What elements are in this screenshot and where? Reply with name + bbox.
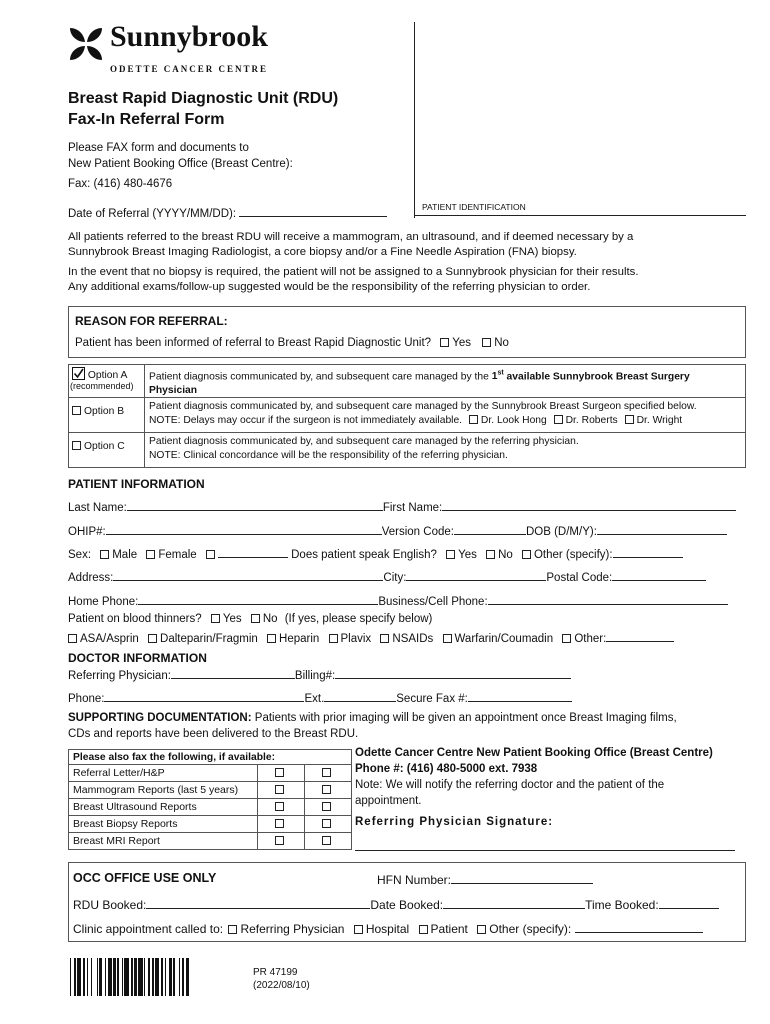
med-plavix-checkbox[interactable] — [329, 634, 338, 643]
occ-info-line-2: Phone #: (416) 480-5000 ext. 7938 — [355, 763, 538, 775]
date-booked-label: Date Booked: — [370, 898, 444, 912]
clinic-hospital-checkbox[interactable] — [354, 925, 363, 934]
ref-phys-field[interactable] — [171, 666, 295, 679]
barcode — [70, 958, 240, 996]
reason-box — [68, 306, 746, 358]
option-c-label-cell — [69, 433, 145, 467]
signature-field[interactable] — [355, 850, 735, 851]
option-c-row[interactable] — [69, 433, 745, 467]
occ-booking-info — [355, 745, 713, 830]
clinic-label: Clinic appointment called to: — [73, 922, 224, 936]
option-a-bold-2: Physician — [149, 385, 198, 397]
thinners-note: (If yes, please specify below) — [284, 613, 433, 625]
med-heparin-checkbox[interactable] — [267, 634, 276, 643]
option-a-label-cell — [69, 365, 145, 397]
option-b-text-1: Patient diagnosis communicated by, and subsequent care managed by the Sunnybrook Breast Surgeon specified below. — [149, 401, 697, 412]
clinic-ref-phys-checkbox[interactable] — [228, 925, 237, 934]
ref-phys-label: Referring Physician: — [68, 670, 171, 682]
option-c-text — [145, 433, 745, 467]
med-nsaids-label: NSAIDs — [392, 633, 434, 645]
cell-phone-field[interactable] — [488, 592, 728, 605]
clinic-patient-label: Patient — [430, 922, 468, 936]
option-a-label: Option A — [87, 370, 128, 381]
logo-subtitle: ODETTE CANCER CENTRE — [110, 64, 269, 74]
doctor-phone-label: Phone: — [68, 693, 105, 705]
occ-note-2: appointment. — [355, 795, 422, 807]
version-code-label: Version Code: — [381, 526, 454, 538]
reason-no-checkbox[interactable] — [482, 338, 491, 347]
last-name-field[interactable] — [127, 498, 383, 511]
date-label: Date of Referral (YYYY/MM/DD): — [68, 208, 237, 220]
first-name-field[interactable] — [442, 498, 736, 511]
english-label: Does patient speak English? — [291, 549, 437, 561]
sex-label: Sex: — [68, 549, 92, 561]
english-other-label: Other (specify): — [533, 549, 613, 561]
doc-mri: Breast MRI Report — [69, 833, 258, 850]
docs-row — [69, 816, 352, 833]
docs-header-row — [69, 750, 352, 765]
option-a-text — [145, 365, 745, 397]
med-heparin-label: Heparin — [279, 633, 320, 645]
hfn-field[interactable] — [451, 871, 593, 884]
english-yes-checkbox[interactable] — [446, 550, 455, 559]
checked-box-icon[interactable] — [72, 367, 85, 380]
male-label: Male — [112, 549, 138, 561]
options-table — [68, 364, 746, 468]
billing-label: Billing#: — [294, 670, 336, 682]
ohip-row — [68, 522, 727, 538]
fax-number: Fax: (416) 480-4676 — [68, 178, 173, 190]
thinners-label: Patient on blood thinners? — [68, 613, 202, 625]
date-of-referral — [68, 204, 387, 220]
docs-row — [69, 782, 352, 799]
dr-roberts-checkbox[interactable] — [554, 415, 563, 424]
med-other-label: Other: — [574, 633, 607, 645]
home-phone-label: Home Phone: — [68, 596, 139, 608]
english-no-label: No — [498, 549, 513, 561]
english-other-checkbox[interactable] — [522, 550, 531, 559]
med-other-checkbox[interactable] — [562, 634, 571, 643]
clinic-other-checkbox[interactable] — [477, 925, 486, 934]
thinners-row — [68, 613, 432, 625]
rdu-booked-field[interactable] — [146, 896, 370, 909]
secure-fax-field[interactable] — [468, 689, 572, 702]
supporting-text-2: CDs and reports have been delivered to the Breast RDU. — [68, 728, 359, 740]
form-code — [253, 966, 310, 992]
clinic-hospital-label: Hospital — [365, 922, 410, 936]
female-checkbox[interactable] — [146, 550, 155, 559]
option-a-sup: st — [497, 370, 504, 377]
doc-ultrasound: Breast Ultrasound Reports — [69, 799, 258, 816]
english-yes-label: Yes — [458, 549, 477, 561]
address-field[interactable] — [113, 568, 383, 581]
doctor-phone-row — [68, 689, 572, 705]
dr-roberts-label: Dr. Roberts — [565, 415, 618, 426]
time-booked-label: Time Booked: — [585, 898, 659, 912]
reason-question-row — [75, 337, 509, 349]
title-line-2: Fax-In Referral Form — [68, 111, 225, 128]
doc-referral-letter-checkbox-1[interactable] — [275, 768, 284, 777]
female-label: Female — [158, 549, 197, 561]
docs-header: Please also fax the following, if available: — [69, 750, 352, 765]
dr-look-hong-checkbox[interactable] — [469, 415, 478, 424]
header-divider — [414, 22, 415, 218]
med-other-field[interactable] — [606, 629, 674, 642]
office-use-box — [68, 862, 746, 942]
patient-id-label: PATIENT IDENTIFICATION — [422, 202, 526, 212]
docs-row — [69, 799, 352, 816]
sex-other-field[interactable] — [218, 545, 288, 558]
booked-row — [73, 896, 719, 912]
option-a-first — [492, 371, 504, 382]
option-c-label: Option C — [84, 441, 125, 452]
option-a-recommended: (recommended) — [70, 381, 134, 391]
doctor-heading: DOCTOR INFORMATION — [68, 651, 207, 665]
med-warfarin-checkbox[interactable] — [443, 634, 452, 643]
fax-instr-line-2: New Patient Booking Office (Breast Centre): — [68, 158, 293, 170]
thinners-yes-label: Yes — [222, 613, 242, 625]
option-b-checkbox[interactable] — [72, 406, 81, 415]
dr-look-hong-label: Dr. Look Hong — [480, 415, 547, 426]
city-label: City: — [383, 572, 407, 584]
address-row — [68, 568, 706, 584]
doc-mammogram-checkbox-1[interactable] — [275, 785, 284, 794]
intro-p1-a: All patients referred to the breast RDU will receive a mammogram, an ultrasound, and if deemed necessary by a — [68, 231, 634, 243]
cell-phone-label: Business/Cell Phone: — [378, 596, 488, 608]
option-a-first-num: 1 — [491, 371, 498, 383]
form-title — [68, 88, 338, 130]
doc-biopsy-checkbox-1[interactable] — [275, 819, 284, 828]
option-b-label-cell — [69, 398, 145, 432]
english-no-checkbox[interactable] — [486, 550, 495, 559]
reason-no-label: No — [494, 337, 509, 349]
clinic-patient-checkbox[interactable] — [419, 925, 428, 934]
supporting-text-1: Patients with prior imaging will be given an appointment once Breast Imaging films, — [254, 712, 677, 724]
date-field[interactable] — [239, 204, 387, 217]
doc-biopsy: Breast Biopsy Reports — [69, 816, 258, 833]
hfn-row — [377, 871, 593, 887]
sex-other-checkbox[interactable] — [206, 550, 215, 559]
docs-row — [69, 833, 352, 850]
doc-mri-checkbox-2[interactable] — [322, 836, 331, 845]
time-booked-field[interactable] — [659, 896, 719, 909]
doc-biopsy-checkbox-2[interactable] — [322, 819, 331, 828]
med-nsaids-checkbox[interactable] — [380, 634, 389, 643]
reason-yes-label: Yes — [452, 337, 472, 349]
secure-fax-label: Secure Fax #: — [396, 693, 468, 705]
first-name-label: First Name: — [382, 502, 443, 514]
logo-name: Sunnybrook — [110, 20, 268, 53]
date-booked-field[interactable] — [443, 896, 585, 909]
ext-field[interactable] — [324, 689, 396, 702]
ohip-label: OHIP#: — [68, 526, 106, 538]
occ-note-1: Note: We will notify the referring doctor and the patient of the — [355, 779, 665, 791]
option-b-label: Option B — [84, 406, 125, 417]
clinic-other-field[interactable] — [575, 920, 703, 933]
reason-yes-checkbox[interactable] — [440, 338, 449, 347]
doc-referral-letter: Referral Letter/H&P — [69, 765, 258, 782]
intro-p2-b: Any additional exams/follow-up suggested would be the responsibility of the referring physician to order. — [68, 281, 591, 293]
option-b-text-2-row — [149, 414, 741, 428]
dr-wright-checkbox[interactable] — [625, 415, 634, 424]
option-b-text-2: NOTE: Delays may occur if the surgeon is not immediately available. — [149, 415, 463, 426]
option-a-row[interactable] — [69, 365, 745, 398]
fax-instructions — [68, 140, 293, 192]
doc-mammogram-checkbox-2[interactable] — [322, 785, 331, 794]
med-dalteparin-label: Dalteparin/Fragmin — [160, 633, 258, 645]
supporting-doc — [68, 710, 677, 742]
last-name-label: Last Name: — [68, 502, 127, 514]
home-phone-field[interactable] — [138, 592, 378, 605]
intro-p1-b: Sunnybrook Breast Imaging Radiologist, a core biopsy and/or a Fine Needle Aspiration (FNA) biopsy. — [68, 246, 577, 258]
leaf-icon — [68, 26, 104, 62]
patient-id-underline — [415, 215, 746, 216]
billing-field[interactable] — [335, 666, 571, 679]
doc-ultrasound-checkbox-2[interactable] — [322, 802, 331, 811]
med-warfarin-label: Warfarin/Coumadin — [454, 633, 554, 645]
option-a-text-1: Patient diagnosis communicated by, and subsequent care managed by the — [149, 371, 489, 383]
option-b-row[interactable] — [69, 398, 745, 433]
barcode-bar — [189, 958, 190, 996]
supporting-heading: SUPPORTING DOCUMENTATION: — [68, 712, 252, 724]
option-a-bold: available Sunnybrook Breast Surgery — [506, 371, 690, 383]
meds-row — [68, 629, 674, 645]
ext-label: Ext. — [304, 693, 325, 705]
option-c-text-1: Patient diagnosis communicated by, and subsequent care managed by the referring physician. — [149, 436, 579, 447]
form-code-date: (2022/08/10) — [253, 980, 310, 991]
signature-label: Referring Physician Signature: — [355, 816, 554, 828]
docs-row — [69, 765, 352, 782]
thinners-yes-checkbox[interactable] — [211, 614, 220, 623]
clinic-row — [73, 920, 703, 936]
hfn-label: HFN Number: — [377, 873, 452, 887]
rdu-booked-label: RDU Booked: — [73, 898, 147, 912]
version-code-field[interactable] — [454, 522, 526, 535]
option-b-text — [145, 398, 745, 432]
patient-heading: PATIENT INFORMATION — [68, 477, 205, 491]
english-other-field[interactable] — [613, 545, 683, 558]
fax-instr-line-1: Please FAX form and documents to — [68, 142, 249, 154]
sex-row — [68, 545, 683, 561]
option-c-checkbox[interactable] — [72, 441, 81, 450]
postal-code-field[interactable] — [612, 568, 706, 581]
ref-phys-row — [68, 666, 571, 682]
dob-field[interactable] — [597, 522, 727, 535]
reason-question: Patient has been informed of referral to Breast Rapid Diagnostic Unit? — [75, 337, 432, 349]
doc-referral-letter-checkbox-2[interactable] — [322, 768, 331, 777]
name-row — [68, 498, 736, 514]
office-heading: OCC OFFICE USE ONLY — [73, 871, 217, 885]
postal-code-label: Postal Code: — [546, 572, 613, 584]
intro-text — [68, 230, 639, 295]
title-line-1: Breast Rapid Diagnostic Unit (RDU) — [68, 90, 339, 107]
clinic-ref-phys-label: Referring Physician — [240, 922, 345, 936]
form-code-number: PR 47199 — [253, 967, 298, 978]
med-asa-label: ASA/Asprin — [80, 633, 139, 645]
doc-ultrasound-checkbox-1[interactable] — [275, 802, 284, 811]
doc-mammogram: Mammogram Reports (last 5 years) — [69, 782, 258, 799]
dr-wright-label: Dr. Wright — [636, 415, 683, 426]
documents-table — [68, 749, 352, 850]
thinners-no-checkbox[interactable] — [251, 614, 260, 623]
phone-row — [68, 592, 728, 608]
sunnybrook-logo — [68, 20, 273, 76]
dob-label: DOB (D/M/Y): — [525, 526, 597, 538]
doc-mri-checkbox-1[interactable] — [275, 836, 284, 845]
thinners-no-label: No — [262, 613, 278, 625]
med-dalteparin-checkbox[interactable] — [148, 634, 157, 643]
male-checkbox[interactable] — [100, 550, 109, 559]
clinic-other-label: Other (specify): — [489, 922, 572, 936]
reason-heading: REASON FOR REFERRAL: — [75, 314, 228, 328]
address-label: Address: — [68, 572, 114, 584]
occ-info-line-1: Odette Cancer Centre New Patient Booking Office (Breast Centre) — [355, 747, 713, 759]
option-c-text-2: NOTE: Clinical concordance will be the responsibility of the referring physician. — [149, 450, 508, 461]
intro-p2-a: In the event that no biopsy is required, the patient will not be assigned to a Sunnybrook physician for their results. — [68, 266, 639, 278]
ohip-field[interactable] — [106, 522, 382, 535]
med-asa-checkbox[interactable] — [68, 634, 77, 643]
doctor-phone-field[interactable] — [104, 689, 304, 702]
city-field[interactable] — [406, 568, 546, 581]
med-plavix-label: Plavix — [340, 633, 372, 645]
